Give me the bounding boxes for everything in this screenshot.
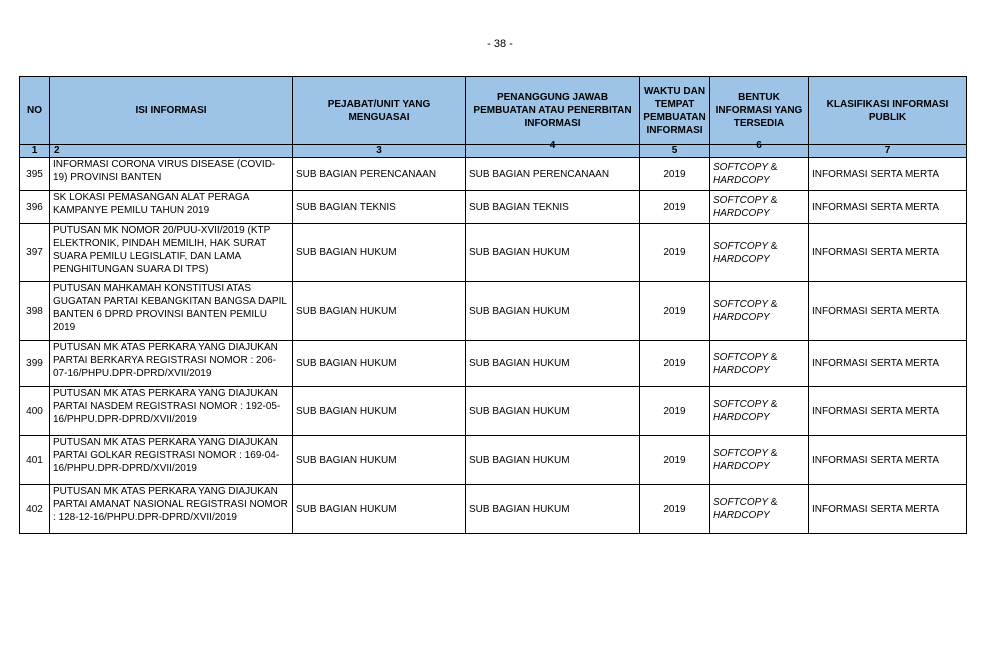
table-row — [20, 436, 967, 485]
table-row — [20, 191, 967, 224]
table-row — [20, 282, 967, 341]
row-penanggung-jawab: SUB BAGIAN HUKUM — [466, 341, 640, 387]
row-penanggung-jawab: SUB BAGIAN PERENCANAAN — [466, 158, 640, 191]
row-isi-informasi: PUTUSAN MK ATAS PERKARA YANG DIAJUKAN PARTAI AMANAT NASIONAL REGISTRASI NOMOR : 128-12-16/PHPU.DPR-DPRD/XVII/2019 — [50, 485, 293, 534]
row-waktu: 2019 — [640, 387, 710, 436]
row-isi-informasi: PUTUSAN MK ATAS PERKARA YANG DIAJUKAN PARTAI BERKARYA REGISTRASI NOMOR : 206-07-16/PHPU.DPR-DPRD/XVII/2019 — [50, 341, 293, 387]
header-pejabat: PEJABAT/UNIT YANG MENGUASAI — [293, 77, 466, 145]
row-klasifikasi: INFORMASI SERTA MERTA — [809, 341, 967, 387]
row-number: 401 — [20, 436, 50, 485]
header-row — [20, 77, 967, 145]
row-bentuk: SOFTCOPY & HARDCOPY — [710, 341, 809, 387]
header-no: NO — [20, 77, 50, 145]
row-pejabat: SUB BAGIAN PERENCANAAN — [293, 158, 466, 191]
row-penanggung-jawab: SUB BAGIAN HUKUM — [466, 485, 640, 534]
header-isi-informasi: ISI INFORMASI — [50, 77, 293, 145]
row-pejabat: SUB BAGIAN HUKUM — [293, 224, 466, 282]
row-penanggung-jawab: SUB BAGIAN HUKUM — [466, 224, 640, 282]
row-bentuk: SOFTCOPY & HARDCOPY — [710, 436, 809, 485]
header-bentuk-informasi: BENTUK INFORMASI YANG TERSEDIA — [710, 77, 809, 145]
row-number: 395 — [20, 158, 50, 191]
row-waktu: 2019 — [640, 282, 710, 341]
row-penanggung-jawab: SUB BAGIAN TEKNIS — [466, 191, 640, 224]
column-number: 7 — [809, 145, 967, 158]
row-isi-informasi: SK LOKASI PEMASANGAN ALAT PERAGA KAMPANYE PEMILU TAHUN 2019 — [50, 191, 293, 224]
row-pejabat: SUB BAGIAN TEKNIS — [293, 191, 466, 224]
row-penanggung-jawab: SUB BAGIAN HUKUM — [466, 282, 640, 341]
row-klasifikasi: INFORMASI SERTA MERTA — [809, 191, 967, 224]
row-klasifikasi: INFORMASI SERTA MERTA — [809, 158, 967, 191]
row-waktu: 2019 — [640, 436, 710, 485]
header-klasifikasi: KLASIFIKASI INFORMASI PUBLIK — [809, 77, 967, 145]
header-penanggung-jawab: PENANGGUNG JAWAB PEMBUATAN ATAU PENERBITAN INFORMASI — [466, 77, 640, 145]
row-isi-informasi: PUTUSAN MK ATAS PERKARA YANG DIAJUKAN PARTAI NASDEM REGISTRASI NOMOR : 192-05-16/PHPU.DPR-DPRD/XVII/2019 — [50, 387, 293, 436]
row-waktu: 2019 — [640, 341, 710, 387]
column-number: 1 — [20, 145, 50, 158]
table-row — [20, 158, 967, 191]
page-number: - 38 - — [487, 38, 513, 50]
row-waktu: 2019 — [640, 191, 710, 224]
column-number-row — [20, 145, 967, 158]
row-bentuk: SOFTCOPY & HARDCOPY — [710, 191, 809, 224]
information-table — [19, 76, 967, 534]
row-bentuk: SOFTCOPY & HARDCOPY — [710, 387, 809, 436]
column-number: 5 — [640, 145, 710, 158]
row-klasifikasi: INFORMASI SERTA MERTA — [809, 485, 967, 534]
column-number: 3 — [293, 145, 466, 158]
header-waktu-tempat: WAKTU DAN TEMPAT PEMBUATAN INFORMASI — [640, 77, 710, 145]
row-waktu: 2019 — [640, 158, 710, 191]
table-row — [20, 485, 967, 534]
row-waktu: 2019 — [640, 224, 710, 282]
row-pejabat: SUB BAGIAN HUKUM — [293, 282, 466, 341]
table-row — [20, 341, 967, 387]
row-klasifikasi: INFORMASI SERTA MERTA — [809, 282, 967, 341]
row-klasifikasi: INFORMASI SERTA MERTA — [809, 436, 967, 485]
row-klasifikasi: INFORMASI SERTA MERTA — [809, 224, 967, 282]
row-pejabat: SUB BAGIAN HUKUM — [293, 436, 466, 485]
row-bentuk: SOFTCOPY & HARDCOPY — [710, 485, 809, 534]
row-waktu: 2019 — [640, 485, 710, 534]
row-number: 400 — [20, 387, 50, 436]
row-bentuk: SOFTCOPY & HARDCOPY — [710, 282, 809, 341]
row-isi-informasi: PUTUSAN MK NOMOR 20/PUU-XVII/2019 (KTP ELEKTRONIK, PINDAH MEMILIH, HAK SURAT SUARA PEMILU LEGISLATIF, DAN LAMA PENGHITUNGAN SUARA DI TPS) — [50, 224, 293, 282]
table-row — [20, 387, 967, 436]
row-pejabat: SUB BAGIAN HUKUM — [293, 387, 466, 436]
row-isi-informasi: INFORMASI CORONA VIRUS DISEASE (COVID-19) PROVINSI BANTEN — [50, 158, 293, 191]
row-number: 402 — [20, 485, 50, 534]
table-row — [20, 224, 967, 282]
column-number: 6 — [710, 145, 809, 158]
row-penanggung-jawab: SUB BAGIAN HUKUM — [466, 387, 640, 436]
column-number: 2 — [50, 145, 293, 158]
row-number: 398 — [20, 282, 50, 341]
row-klasifikasi: INFORMASI SERTA MERTA — [809, 387, 967, 436]
row-number: 399 — [20, 341, 50, 387]
column-number: 4 — [466, 145, 640, 158]
row-isi-informasi: PUTUSAN MAHKAMAH KONSTITUSI ATAS GUGATAN PARTAI KEBANGKITAN BANGSA DAPIL BANTEN 6 DPRD PROVINSI BANTEN PEMILU 2019 — [50, 282, 293, 341]
row-bentuk: SOFTCOPY & HARDCOPY — [710, 158, 809, 191]
row-bentuk: SOFTCOPY & HARDCOPY — [710, 224, 809, 282]
row-pejabat: SUB BAGIAN HUKUM — [293, 341, 466, 387]
row-number: 396 — [20, 191, 50, 224]
row-penanggung-jawab: SUB BAGIAN HUKUM — [466, 436, 640, 485]
row-isi-informasi: PUTUSAN MK ATAS PERKARA YANG DIAJUKAN PARTAI GOLKAR REGISTRASI NOMOR : 169-04-16/PHPU.DPR-DPRD/XVII/2019 — [50, 436, 293, 485]
row-pejabat: SUB BAGIAN HUKUM — [293, 485, 466, 534]
row-number: 397 — [20, 224, 50, 282]
